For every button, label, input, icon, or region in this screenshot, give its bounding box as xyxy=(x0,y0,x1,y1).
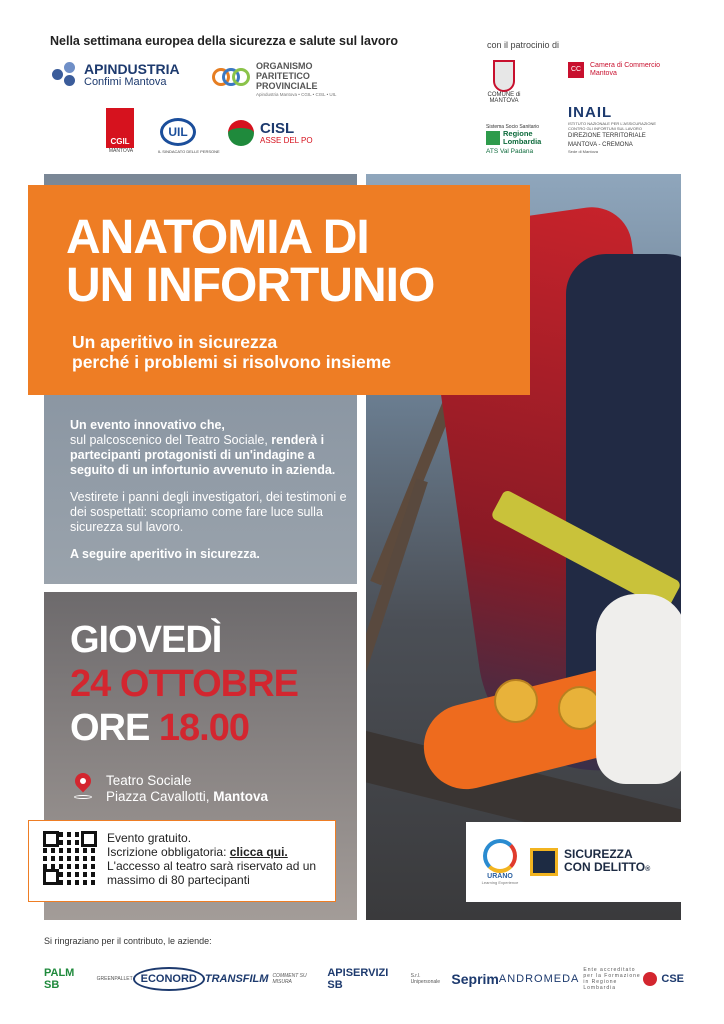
sponsor-name: ECONORD xyxy=(140,973,197,985)
event-description xyxy=(70,418,350,574)
headline: Nella settimana europea della sicurezza e salute sul lavoro xyxy=(50,34,399,48)
apindustria-sub: Confimi Mantova xyxy=(84,76,167,88)
cisl-sub: ASSE DEL PO xyxy=(260,136,313,145)
cisl-name: CISL xyxy=(260,120,295,137)
title-line1: ANATOMIA DI xyxy=(66,211,369,264)
opp-line3: PROVINCIALE xyxy=(256,80,318,91)
event-day: GIOVEDÌ xyxy=(70,619,222,661)
desc-aperitivo: A seguire aperitivo in sicurezza. xyxy=(70,547,260,561)
sponsors-row xyxy=(44,962,684,996)
inail-name: INAIL xyxy=(568,104,613,121)
camera-line2: Mantova xyxy=(590,70,617,77)
desc-venue: sul palcoscenico del Teatro Sociale, xyxy=(70,433,272,447)
camera-line1: Camera di Commercio xyxy=(590,62,661,70)
sponsor-econord xyxy=(133,967,205,991)
apindustria-name: APINDUSTRIA xyxy=(84,61,180,77)
event-title xyxy=(66,211,435,312)
rings-icon xyxy=(212,66,250,92)
inail-dir2: MANTOVA - CREMONA xyxy=(568,141,633,148)
subtitle-line1: Un aperitivo in sicurezza xyxy=(72,332,278,352)
urano-ring-icon xyxy=(483,839,517,873)
venue-name: Teatro Sociale xyxy=(106,773,192,788)
regione-name2: Lombardia xyxy=(503,136,542,146)
inail-tiny: ISTITUTO NAZIONALE PER L'ASSICURAZIONE CONTRO GLI INFORTUNI SUL LAVORO xyxy=(568,121,657,131)
urano-sub: Learning Experience xyxy=(481,880,519,885)
sponsor-sub: GREENPALLET xyxy=(96,976,133,982)
opp-line2: PARITETICO xyxy=(256,70,310,81)
regione-emblem-icon xyxy=(486,131,500,145)
uil-logo: UIL xyxy=(160,118,196,146)
sponsors-label: Si ringraziano per il contributo, le aziende: xyxy=(44,936,212,946)
venue-street: Piazza Cavallotti, xyxy=(106,789,214,804)
title-line2: UN INFORTUNIO xyxy=(66,259,435,312)
organizers-box xyxy=(466,822,694,902)
sponsor-name: APISERVIZI SB xyxy=(327,967,389,991)
qr-code-icon[interactable] xyxy=(43,831,97,885)
opp-line1: ORGANISMO xyxy=(256,61,313,71)
sponsor-palm xyxy=(44,967,133,991)
cgil-logo: CGIL xyxy=(106,108,134,148)
sponsor-seprim xyxy=(451,971,498,987)
patronage-label: con il patrocinio di xyxy=(487,40,560,50)
sponsor-name: PALM SB xyxy=(44,967,75,991)
regione-name1: Regione xyxy=(503,129,533,138)
ats-label: ATS Val Padana xyxy=(486,147,534,155)
sd-line1: SICUREZZA xyxy=(564,847,633,861)
sponsor-sub: COMMENT SU MISURA xyxy=(272,973,307,985)
venue-city: Mantova xyxy=(213,789,269,804)
registration-required: Iscrizione obbligatoria: xyxy=(107,845,230,859)
sponsor-name: Seprim xyxy=(451,971,499,987)
registration-link[interactable]: clicca qui. xyxy=(229,845,288,859)
opp-tiny: Apindustria Mantova • CGIL • CISL • UIL xyxy=(256,91,337,97)
urano-logo xyxy=(480,839,520,885)
location-pin-icon xyxy=(74,773,92,797)
registration-free: Evento gratuito. xyxy=(107,831,192,845)
comune-logo xyxy=(484,60,524,104)
event-time: 18.00 xyxy=(158,707,249,749)
registration-capacity: L'accesso al teatro sarà riservato ad un massimo di 80 partecipanti xyxy=(107,859,317,887)
event-date: 24 OTTOBRE xyxy=(70,663,298,705)
sponsor-cse xyxy=(643,972,684,986)
urano-name: URANO xyxy=(487,873,513,880)
regione-lombardia-logo xyxy=(486,124,546,155)
sponsor-andromeda xyxy=(499,967,644,991)
camera-badge: CC xyxy=(568,62,584,78)
apindustria-logo xyxy=(52,62,180,88)
camera-commercio-logo xyxy=(568,62,660,78)
sponsor-sub: Ente accreditato per la Formazione in Regione Lombardia xyxy=(583,967,641,991)
comune-line2: MANTOVA xyxy=(489,98,519,104)
sponsor-transfilm xyxy=(205,973,327,985)
event-location xyxy=(74,773,268,805)
subtitle-line2: perché i problemi si risolvono insieme xyxy=(72,352,391,372)
regione-top: Sistema Socio Sanitario xyxy=(486,124,540,130)
cgil-sub: MANTOVA xyxy=(108,148,134,154)
magnifier-icon xyxy=(530,848,558,876)
sponsor-apiservizi xyxy=(327,967,451,991)
cisl-emblem-icon xyxy=(228,120,254,146)
sicurezza-con-delitto-logo xyxy=(530,848,650,876)
event-subtitle xyxy=(72,332,391,372)
cse-icon xyxy=(643,972,657,986)
hexagon-icon xyxy=(52,62,78,88)
sponsor-name: ANDROMEDA xyxy=(498,973,580,985)
crest-icon xyxy=(493,60,515,92)
glove-icon xyxy=(596,594,681,784)
inail-logo xyxy=(568,104,658,154)
sponsor-sub: S.r.l. Unipersonale xyxy=(410,973,441,985)
desc-intro: Un evento innovativo che, xyxy=(70,418,225,432)
inail-dir3: Sede di Mantova xyxy=(568,148,599,154)
desc-bold: renderà i partecipanti protagonisti di un'indagine a seguito di un infortunio avvenuto in azienda. xyxy=(70,433,336,477)
inail-dir1: DIREZIONE TERRITORIALE xyxy=(568,133,646,139)
desc-paragraph2: Vestirete i panni degli investigatori, dei testimoni e dei sospettati: scopriamo come fare luce sulla sicurezza sul lavoro. xyxy=(70,490,347,534)
sponsor-name: CSE xyxy=(661,973,684,985)
opp-logo xyxy=(212,62,336,97)
time-label: ORE xyxy=(70,707,159,749)
event-datetime xyxy=(70,618,298,750)
cisl-logo xyxy=(228,120,313,146)
uil-sub: IL SINDACATO DELLE PERSONE xyxy=(158,149,220,154)
comune-line1: COMUNE di xyxy=(487,92,521,98)
sponsor-name: TRANSFILM xyxy=(204,973,269,985)
registration-box xyxy=(28,820,336,902)
sd-mark: ® xyxy=(645,866,651,873)
sd-line2: CON DELITTO xyxy=(564,860,646,874)
